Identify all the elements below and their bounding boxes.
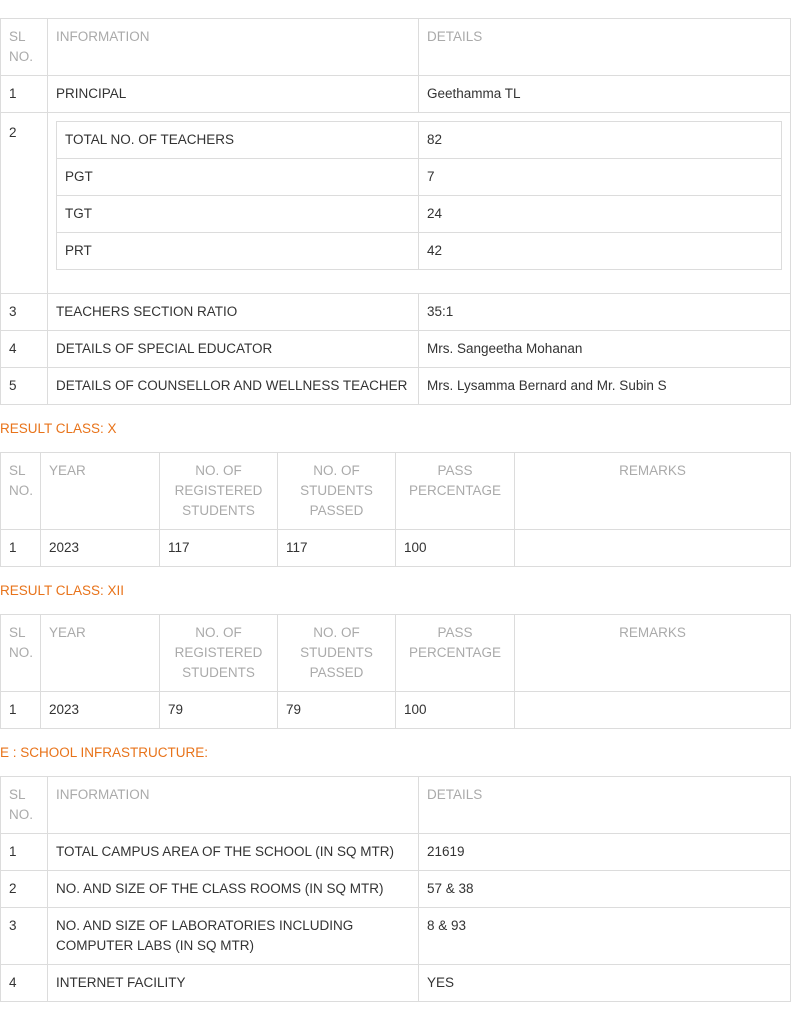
cell-info: NO. AND SIZE OF THE CLASS ROOMS (IN SQ MTR) [48, 871, 419, 908]
cell-label: TGT [57, 196, 419, 233]
cell-value: 7 [419, 159, 782, 196]
cell-year: 2023 [41, 530, 160, 567]
cell-sl: 1 [1, 76, 48, 113]
table-row [57, 159, 782, 196]
cell-sl: 1 [1, 834, 48, 871]
cell-details: 21619 [419, 834, 791, 871]
table-row [1, 908, 791, 965]
teacher-count-table [56, 121, 782, 270]
col-header-sl: SL NO. [1, 777, 48, 834]
cell-info: INTERNET FACILITY [48, 965, 419, 1002]
result-xii-heading: RESULT CLASS: XII [0, 583, 125, 598]
col-header-information: INFORMATION [48, 777, 419, 834]
staff-table [0, 18, 791, 405]
col-header-remarks: REMARKS [515, 615, 791, 692]
table-row [1, 965, 791, 1002]
cell-label: PRT [57, 233, 419, 270]
result-x-heading: RESULT CLASS: X [0, 421, 117, 436]
cell-info: DETAILS OF COUNSELLOR AND WELLNESS TEACHER [48, 368, 419, 405]
table-row [1, 530, 791, 567]
cell-info: TOTAL CAMPUS AREA OF THE SCHOOL (IN SQ MTR) [48, 834, 419, 871]
cell-sl: 3 [1, 294, 48, 331]
col-header-year: YEAR [41, 453, 160, 530]
cell-registered: 79 [160, 692, 278, 729]
col-header-details: DETAILS [419, 777, 791, 834]
table-row [1, 692, 791, 729]
col-header-remarks: REMARKS [515, 453, 791, 530]
table-row [1, 871, 791, 908]
cell-details: Mrs. Sangeetha Mohanan [419, 331, 791, 368]
col-header-year: YEAR [41, 615, 160, 692]
cell-sl: 4 [1, 331, 48, 368]
cell-info: NO. AND SIZE OF LABORATORIES INCLUDING COMPUTER LABS (IN SQ MTR) [48, 908, 419, 965]
cell-sl: 4 [1, 965, 48, 1002]
col-header-sl: SL NO. [1, 615, 41, 692]
col-header-information: INFORMATION [48, 19, 419, 76]
cell-details: 8 & 93 [419, 908, 791, 965]
cell-value: 24 [419, 196, 782, 233]
col-header-registered: NO. OF REGISTERED STUDENTS [160, 453, 278, 530]
cell-sl: 1 [1, 530, 41, 567]
table-row [57, 122, 782, 159]
cell-registered: 117 [160, 530, 278, 567]
cell-details: 35:1 [419, 294, 791, 331]
table-row [1, 294, 791, 331]
cell-value: 82 [419, 122, 782, 159]
cell-details: Mrs. Lysamma Bernard and Mr. Subin S [419, 368, 791, 405]
cell-info: PRINCIPAL [48, 76, 419, 113]
cell-value: 42 [419, 233, 782, 270]
col-header-passed: NO. OF STUDENTS PASSED [278, 615, 396, 692]
table-row [57, 196, 782, 233]
col-header-passed: NO. OF STUDENTS PASSED [278, 453, 396, 530]
cell-details: 57 & 38 [419, 871, 791, 908]
cell-label: TOTAL NO. OF TEACHERS [57, 122, 419, 159]
result-xii-table [0, 614, 791, 729]
cell-passed: 79 [278, 692, 396, 729]
cell-label: PGT [57, 159, 419, 196]
table-row [1, 368, 791, 405]
col-header-details: DETAILS [419, 19, 791, 76]
col-header-sl: SL NO. [1, 453, 41, 530]
col-header-registered: NO. OF REGISTERED STUDENTS [160, 615, 278, 692]
cell-sl: 1 [1, 692, 41, 729]
cell-sl: 2 [1, 113, 48, 294]
cell-sl: 3 [1, 908, 48, 965]
cell-percentage: 100 [396, 530, 515, 567]
nested-teacher-table-cell [48, 113, 791, 294]
cell-remarks [515, 530, 791, 567]
cell-remarks [515, 692, 791, 729]
cell-info: TEACHERS SECTION RATIO [48, 294, 419, 331]
cell-sl: 5 [1, 368, 48, 405]
table-header-row [1, 453, 791, 530]
cell-passed: 117 [278, 530, 396, 567]
table-row [1, 331, 791, 368]
col-header-percentage: PASS PERCENTAGE [396, 615, 515, 692]
cell-year: 2023 [41, 692, 160, 729]
table-header-row [1, 777, 791, 834]
table-row [57, 233, 782, 270]
table-header-row [1, 615, 791, 692]
table-row [1, 76, 791, 113]
cell-details: Geethamma TL [419, 76, 791, 113]
cell-percentage: 100 [396, 692, 515, 729]
col-header-sl: SL NO. [1, 19, 48, 76]
table-row-nested [1, 113, 791, 294]
infrastructure-heading: E : SCHOOL INFRASTRUCTURE: [0, 745, 209, 760]
cell-sl: 2 [1, 871, 48, 908]
table-header-row [1, 19, 791, 76]
infrastructure-table [0, 776, 791, 1002]
table-row [1, 834, 791, 871]
cell-details: YES [419, 965, 791, 1002]
result-x-table [0, 452, 791, 567]
col-header-percentage: PASS PERCENTAGE [396, 453, 515, 530]
cell-info: DETAILS OF SPECIAL EDUCATOR [48, 331, 419, 368]
